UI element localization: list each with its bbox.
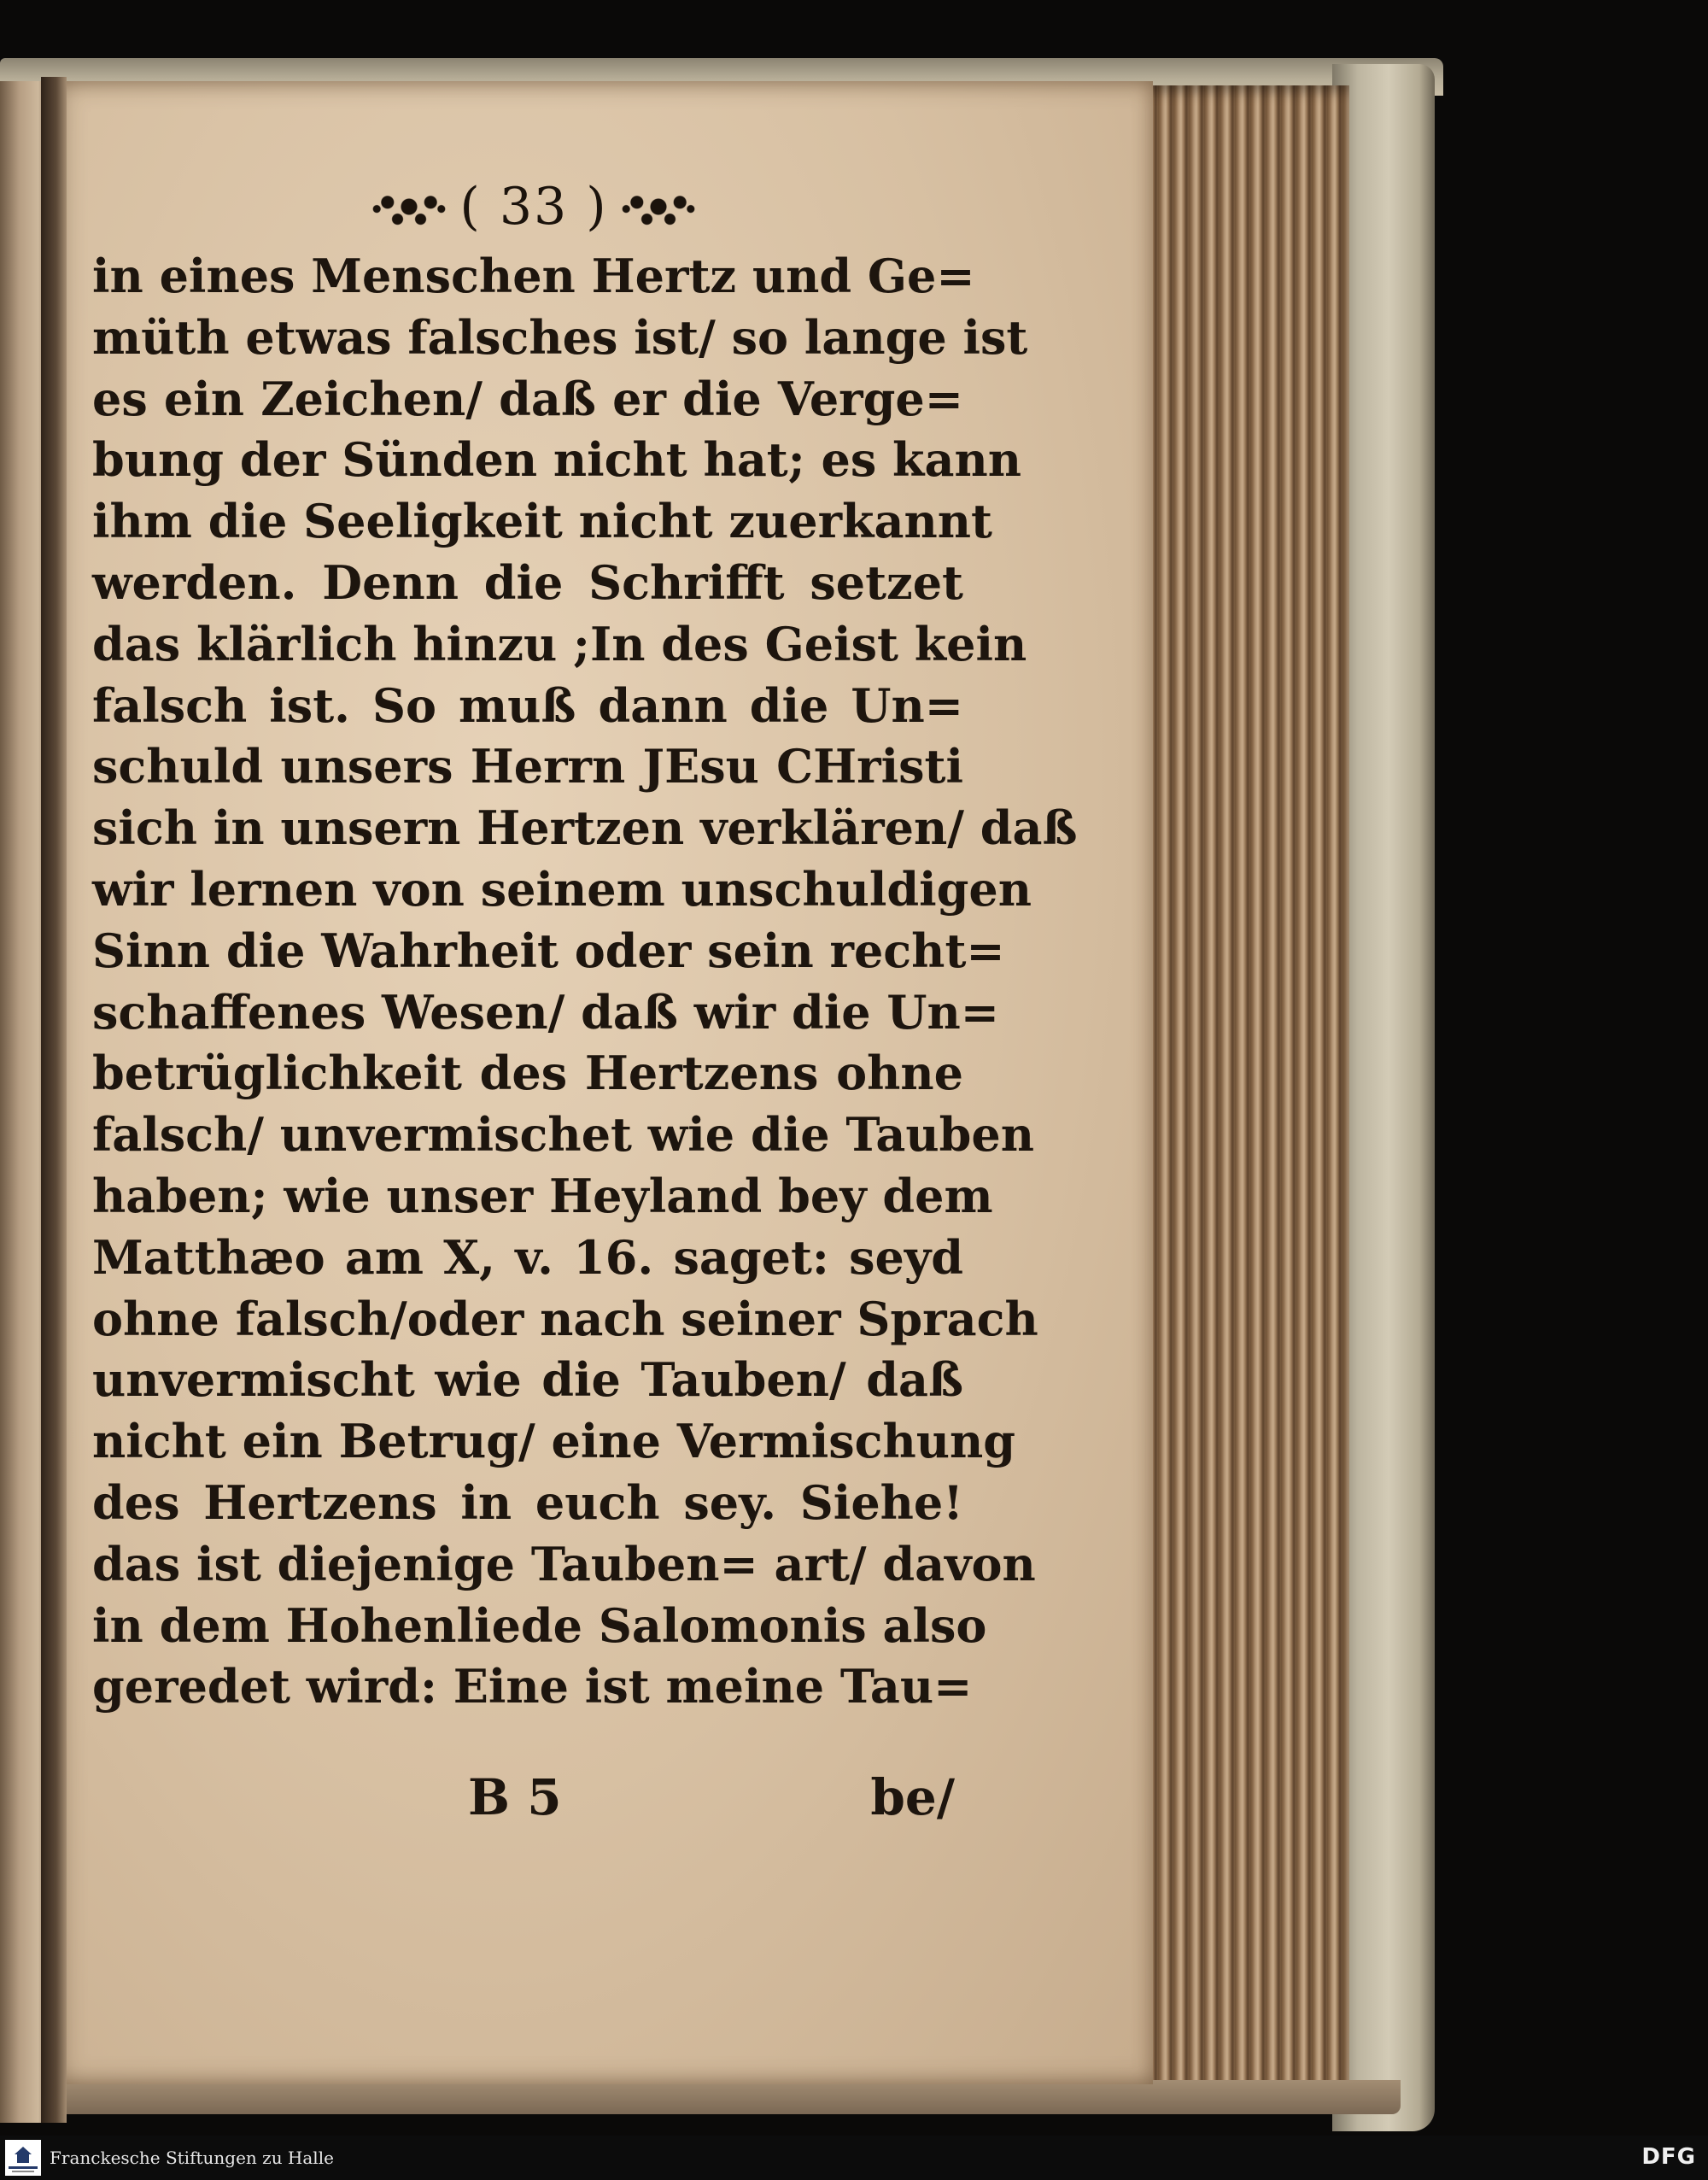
page-gutter xyxy=(41,77,67,2123)
text-line: Matthæo am X, v. 16. saget: seyd xyxy=(92,1229,963,1285)
text-line: in dem Hohenliede Salomonis also xyxy=(92,1597,987,1653)
text-line: müth etwas falsches ist/ so lange ist xyxy=(92,309,1028,365)
text-line: Sinn die Wahrheit oder sein recht= xyxy=(92,923,1005,978)
text-line: ohne falsch/oder nach seiner Sprach xyxy=(92,1291,1038,1346)
page-number: ( 33 ) xyxy=(459,177,608,237)
ornament-right-icon xyxy=(620,185,697,229)
text-line: wir lernen von seinem unschuldigen xyxy=(92,861,1032,917)
text-line: in eines Menschen Hertz und Ge= xyxy=(92,249,975,303)
page-footer-line xyxy=(92,1768,963,1837)
text-line: falsch/ unvermischet wie die Tauben xyxy=(92,1107,1035,1163)
text-line: das klärlich hinzu ;In des Geist kein xyxy=(92,616,1027,671)
dfg-logo: DFG xyxy=(1641,2144,1696,2170)
text-line: haben; wie unser Heyland bey dem xyxy=(92,1168,993,1223)
viewer-footer-bar xyxy=(0,2136,1708,2180)
text-line: es ein Zeichen/ daß er die Verge= xyxy=(92,371,963,426)
page-body-text xyxy=(92,246,1078,1718)
text-line: betrüglichkeit des Hertzens ohne xyxy=(92,1046,963,1101)
institution-logo-icon xyxy=(5,2140,41,2176)
signature-mark: B 5 xyxy=(468,1768,562,1826)
institution-name: Franckesche Stiftungen zu Halle xyxy=(50,2148,334,2168)
text-line: des Hertzens in euch sey. Siehe! xyxy=(92,1474,963,1530)
text-line: nicht ein Betrug/ eine Vermischung xyxy=(92,1414,1016,1469)
text-line: unvermischt wie die Tauben/ daß xyxy=(92,1352,963,1408)
text-line: schuld unsers Herrn JEsu CHristi xyxy=(92,739,963,794)
text-line: sich in unsern Hertzen verklären/ daß xyxy=(92,800,1078,856)
text-line: geredet wird: Eine ist meine Tau= xyxy=(92,1659,973,1714)
text-line: werden. Denn die Schrifft setzet xyxy=(92,554,963,610)
text-line: ihm die Seeligkeit nicht zuerkannt xyxy=(92,494,992,549)
catchword: be/ xyxy=(870,1768,955,1826)
page-header xyxy=(350,173,717,241)
page-block-fore-edge xyxy=(1127,85,1349,2110)
text-line: falsch ist. So muß dann die Un= xyxy=(92,677,963,733)
text-line: schaffenes Wesen/ daß wir die Un= xyxy=(92,984,1000,1040)
text-line: bung der Sünden nicht hat; es kann xyxy=(92,432,1021,488)
text-line: das ist diejenige Tauben= art/ davon xyxy=(92,1536,1036,1591)
book-bottom-edge xyxy=(34,2080,1401,2114)
ornament-left-icon xyxy=(371,185,447,229)
